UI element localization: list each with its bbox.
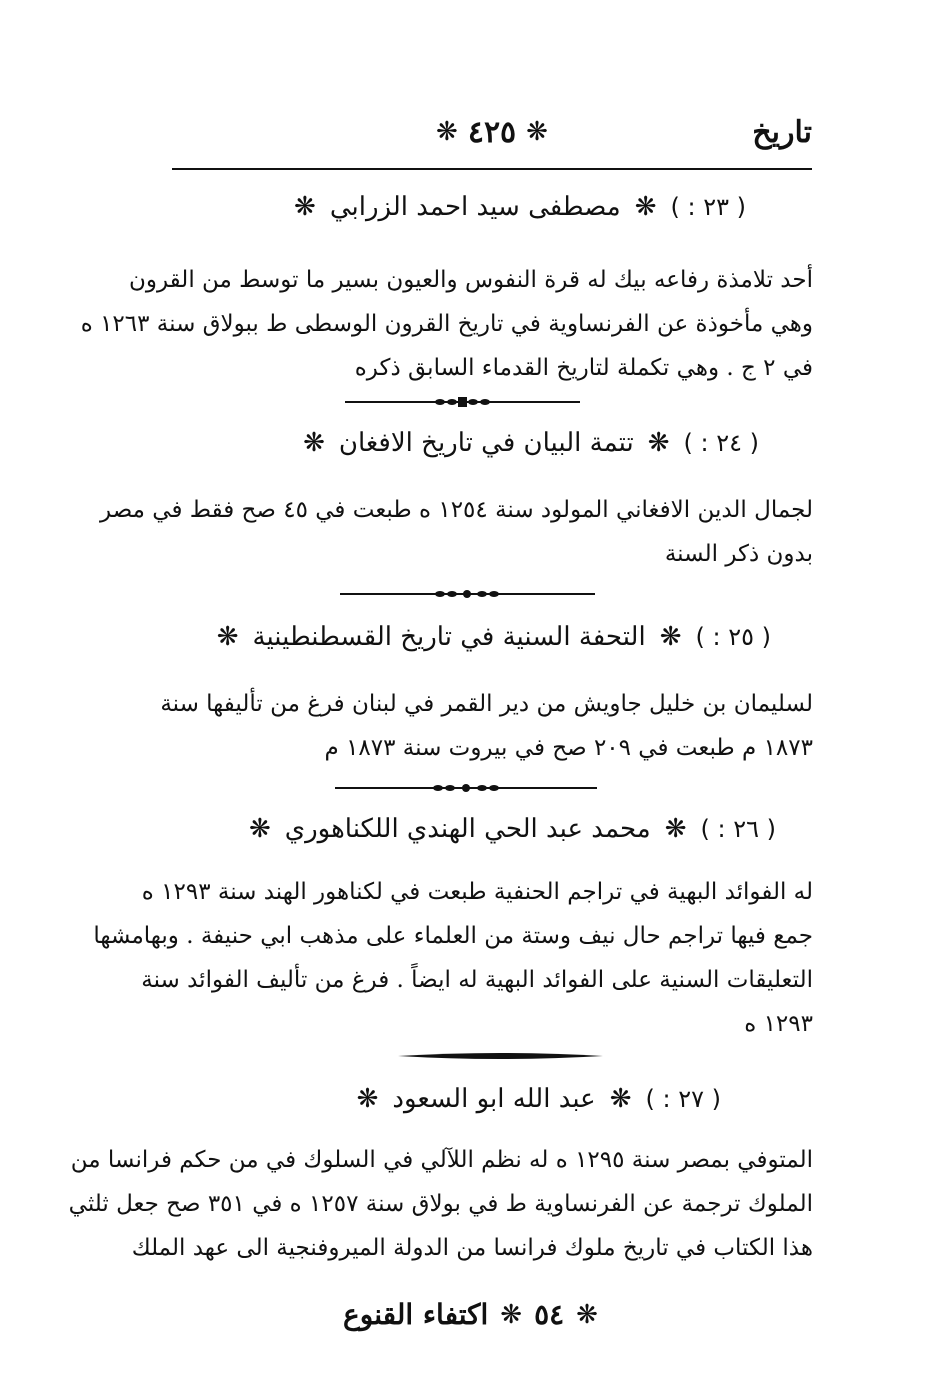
header-rule <box>172 168 812 170</box>
entry-number: ( ٢٧ : ) <box>645 1085 721 1113</box>
ornamental-divider <box>335 782 597 794</box>
entry-number: ( ٢٤ : ) <box>683 429 759 457</box>
entry-number: ( ٢٦ : ) <box>700 815 776 843</box>
text-line: التعليقات السنية على الفوائد البهية له ايضاً . فرغ من تأليف الفوائد سنة <box>141 967 813 993</box>
ornamental-divider <box>345 396 580 408</box>
entry-title: مصطفى سيد احمد الزرابي <box>329 192 621 222</box>
entry-body <box>160 682 813 770</box>
ornament-star-icon: ❋ <box>216 622 239 652</box>
entry-body <box>80 258 813 390</box>
ornament-star-icon: ❋ <box>634 192 657 222</box>
footer-title: اكتفاء القنوع <box>343 1298 489 1331</box>
ornament-star-icon: ❋ <box>356 1084 379 1114</box>
text-line: المتوفي بمصر سنة ١٢٩٥ ه له نظم اللآلي في السلوك في من حكم فرانسا من <box>70 1147 813 1173</box>
page-footer <box>0 1298 941 1331</box>
ornament-star-icon: ❋ <box>526 117 548 147</box>
entry-heading <box>217 622 771 652</box>
text-line: وهي مأخوذة عن الفرنساوية في تاريخ القرون الوسطى ط ببولاق سنة ١٢٦٣ ه <box>80 311 813 337</box>
running-title: تاريخ <box>752 114 812 150</box>
ornament-star-icon: ❋ <box>500 1299 523 1330</box>
entry-number: ( ٢٥ : ) <box>695 623 771 651</box>
text-line: في ٢ ج . وهي تكملة لتاريخ القدماء السابق ذكره <box>354 355 813 381</box>
ornament-star-icon: ❋ <box>659 622 682 652</box>
entry-title: تتمة البيان في تاريخ الافغان <box>338 428 634 458</box>
ornamental-divider <box>398 1050 603 1062</box>
ornament-star-icon: ❋ <box>664 814 687 844</box>
text-line: جمع فيها تراجم حال نيف وستة من العلماء على مذهب ابي حنيفة . وبهامشها <box>93 923 813 949</box>
entry-heading <box>303 428 759 458</box>
entry-title: عبد الله ابو السعود <box>392 1084 596 1114</box>
entry-title: التحفة السنية في تاريخ القسطنطينية <box>252 622 646 652</box>
text-line: ١٢٩٣ ه <box>744 1011 813 1037</box>
entry-body <box>100 488 813 576</box>
ornamental-divider <box>340 588 595 600</box>
ornament-star-icon: ❋ <box>294 192 316 222</box>
text-line: لجمال الدين الافغاني المولود سنة ١٢٥٤ ه طبعت في ٤٥ صح فقط في مصر <box>100 497 813 523</box>
text-line: لسليمان بن خليل جاويش من دير القمر في لبنان فرغ من تأليفها سنة <box>160 691 813 717</box>
footer-page-number: ٥٤ <box>534 1298 565 1331</box>
text-line: بدون ذكر السنة <box>664 541 813 567</box>
ornament-star-icon: ❋ <box>248 814 271 844</box>
text-line: هذا الكتاب في تاريخ ملوك فرانسا من الدولة الميروفنجية الى عهد الملك <box>131 1235 813 1261</box>
page-number-block <box>436 115 548 150</box>
ornament-star-icon: ❋ <box>436 117 458 147</box>
text-line: أحد تلامذة رفاعه بيك له قرة النفوس والعيون بسير ما توسط من القرون <box>128 267 813 293</box>
entry-body <box>68 1138 813 1270</box>
entry-number: ( ٢٣ : ) <box>670 193 746 221</box>
entry-heading <box>249 814 776 844</box>
entry-heading <box>294 192 746 222</box>
ornament-star-icon: ❋ <box>609 1084 632 1114</box>
text-line: ١٨٧٣ م طبعت في ٢٠٩ صح في بيروت سنة ١٨٧٣ م <box>324 735 813 761</box>
entry-body <box>93 870 813 1046</box>
ornament-star-icon: ❋ <box>576 1299 598 1330</box>
ornament-star-icon: ❋ <box>303 428 325 458</box>
entry-heading <box>357 1084 721 1114</box>
ornament-star-icon: ❋ <box>647 428 670 458</box>
text-line: الملوك ترجمة عن الفرنساوية ط في بولاق سنة ١٢٥٧ ه في ٣٥١ صح جعل ثلثي <box>68 1191 813 1217</box>
text-line: له الفوائد البهية في تراجم الحنفية طبعت في لكناهور الهند سنة ١٢٩٣ ه <box>141 879 813 905</box>
page-number: ٤٢٥ <box>467 114 517 150</box>
entry-title: محمد عبد الحي الهندي اللكناهوري <box>284 814 651 844</box>
page-header <box>172 108 812 156</box>
